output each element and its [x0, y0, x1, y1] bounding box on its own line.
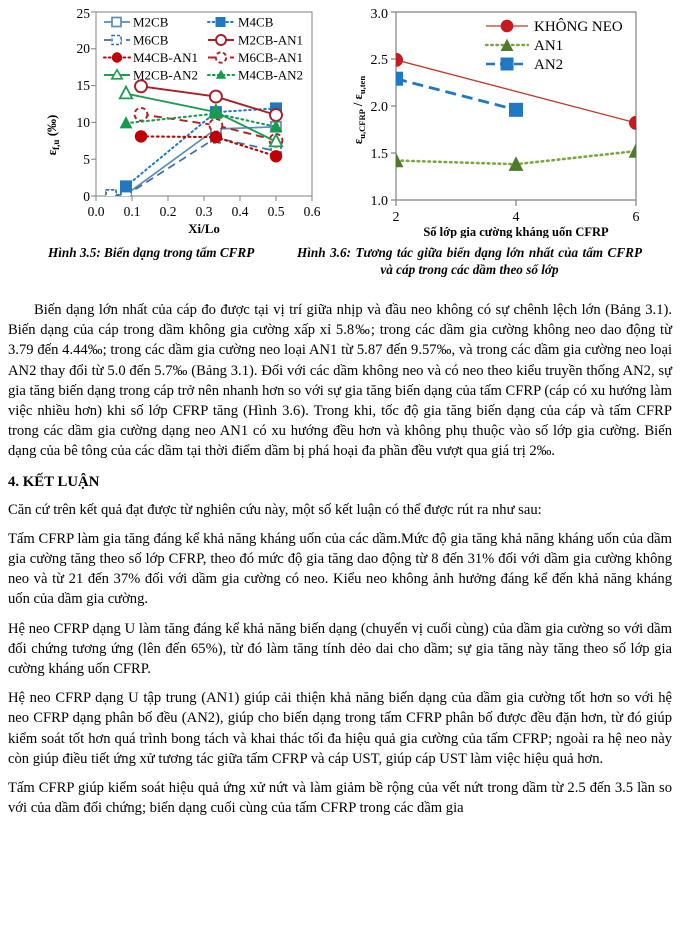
- figures-row: [0, 0, 680, 238]
- paragraph-4: Hệ neo CFRP dạng U làm tăng đáng kể khả năng biến dạng (chuyển vị cuối cùng) của dầm gia cường so với dầm đối chứng tương ứng (lên đến 65%), từ đó làm tăng tính dẻo dai cho dầm; sự gia tăng này tăng theo số lớp gia cường kháng uốn CFRP.: [8, 620, 672, 678]
- svg-text:5: 5: [83, 152, 90, 167]
- paragraph-2: Căn cứ trên kết quả đạt được từ nghiên cứu này, một số kết luận có thể được rút ra như sau:: [8, 501, 542, 518]
- caption-hinh-3-5: Hình 3.5: Biến dạng trong tấm CFRP: [48, 245, 255, 260]
- legend-m4cb-an1: M4CB-AN1: [133, 50, 199, 65]
- y-axis-title: [351, 76, 367, 144]
- svg-text:0.0: 0.0: [87, 204, 105, 219]
- svg-text:0.5: 0.5: [267, 204, 285, 219]
- chart-legend-hinh-3-6: [480, 14, 632, 76]
- document-body: [8, 300, 672, 818]
- x-axis-labels: [393, 210, 640, 225]
- svg-text:10: 10: [76, 115, 90, 130]
- legend-m4cb: M4CB: [238, 14, 274, 30]
- y-axis-title: [44, 115, 61, 156]
- svg-text:0.4: 0.4: [231, 204, 249, 219]
- figure-captions: [0, 238, 680, 300]
- svg-text:2.5: 2.5: [370, 53, 388, 68]
- svg-text:6: 6: [632, 210, 640, 225]
- legend-an2: AN2: [534, 57, 564, 73]
- caption-hinh-3-6: Hình 3.6: Tương tác giữa biến dạng lớn nhất của tấm CFRP và cáp trong các dầm theo số lớp: [297, 245, 642, 277]
- svg-text:15: 15: [76, 78, 90, 93]
- svg-text:2.0: 2.0: [370, 100, 388, 115]
- legend-m6cb-an1: M6CB-AN1: [238, 50, 304, 65]
- svg-text:εf,u (‰): $\varepsilon_{f,u}$ (‰): [44, 114, 61, 156]
- svg-text:0.6: 0.6: [303, 204, 321, 219]
- paragraph-6: Tấm CFRP giúp kiểm soát hiệu quả ứng xử nứt và làm giảm bề rộng của vết nứt trong dầm từ 2.5 đến 3.5 lần so với của dầm đối chứng; biến dạng cuối cùng của tấm CFRP trong các dầm gia: [8, 780, 672, 817]
- paragraph-1: Biến dạng lớn nhất của cáp đo được tại vị trí giữa nhịp và đầu neo không có sự chênh lệch lớn (Bảng 3.1). Biến dạng của cáp trong dầm không gia cường xấp xỉ 5.8‰; trong các dầm gia cường không neo dao động từ 3.79 đến 4.44‰; trong các dầm gia cường neo loại AN1 từ 5.87 đến 9.57‰, và trong các dầm gia cường neo loại AN2 thay đổi từ 5.0 đến 5.7‰ (Bảng 3.1). Đối với các dầm không neo và có neo theo kiểu truyền thống AN2, sự gia tăng biến dạng trong cáp trở nên nhanh hơn so với sự gia tăng biến dạng của tấm CFRP (cáp có xu hướng làm việc nhiều hơn) khi số lớp CFRP tăng (Hình 3.6). Trong khi, tốc độ gia tăng biến dạng của cáp và tấm CFRP trong các dầm gia cường dạng neo AN1 có xu hướng đều hơn và không phụ thuộc vào số lớp gia cường. Biến dạng của bê tông của các dầm tại thời điểm dầm bị phá hoại đa phần đều vượt qua giá trị 2‰.: [8, 302, 672, 460]
- svg-text:2: 2: [392, 210, 400, 225]
- svg-text:0.1: 0.1: [123, 204, 141, 219]
- svg-text:0: 0: [83, 189, 90, 204]
- svg-text:0.3: 0.3: [195, 204, 213, 219]
- series-an2: [396, 79, 516, 110]
- paragraph-3: Tấm CFRP làm gia tăng đáng kể khả năng kháng uốn của các dầm.Mức độ gia tăng khả năng kháng uốn của dầm gia cường tăng theo số lớp CFRP, theo đó mức độ gia tăng dao động từ 8 đến 31% đối với dầm gia cường không neo và từ 21 đến 37% đối với dầm gia cường có neo. Kiểu neo không ảnh hưởng đáng kể đến khả năng kháng uốn của dầm gia cường.: [8, 530, 672, 608]
- paragraph-5: Hệ neo CFRP dạng U tập trung (AN1) giúp cải thiện khả năng biến dạng của dầm gia cường tốt hơn so với hệ neo CFRP dạng phân bố đều (AN2), giúp cho biến dạng trong tấm CFRP phân bố được đều đặn hơn, từ đó giúp kiểm soát tốt hơn quá trình bong tách và khai thác tối đa hiệu quả gia cường của tấm CFRP; ngoài ra hệ neo này còn giúp điều tiết ứng xử tương tác giữa tấm CFRP và cáp UST, giúp cáp UST làm việc hiệu quả hơn.: [8, 690, 672, 767]
- chart-hinh-3-5: [0, 0, 340, 238]
- svg-text:20: 20: [76, 41, 90, 56]
- legend-m6cb: M6CB: [133, 32, 169, 48]
- svg-text:1.0: 1.0: [370, 194, 388, 209]
- svg-text:3.0: 3.0: [370, 7, 388, 22]
- x-axis-title: Số lớp gia cường kháng uốn CFRP: [423, 225, 609, 238]
- svg-text:1.5: 1.5: [370, 147, 388, 162]
- figure-hinh-3-6: [340, 0, 680, 238]
- legend-an1: AN1: [534, 38, 564, 54]
- svg-text:4: 4: [512, 210, 520, 225]
- legend-m2cb: M2CB: [133, 14, 169, 30]
- legend-m4cb-an2: M4CB-AN2: [238, 67, 304, 83]
- x-axis-title: Xi/Lo: [188, 221, 220, 236]
- figure-hinh-3-5: [0, 0, 340, 238]
- chart-hinh-3-6: [340, 0, 680, 238]
- legend-m2cb-an2: M2CB-AN2: [133, 67, 199, 83]
- svg-text:25: 25: [76, 6, 90, 21]
- y-axis-labels: [77, 6, 91, 204]
- legend-m2cb-an1: M2CB-AN1: [238, 32, 304, 48]
- section-heading-ket-luan: 4. KẾT LUẬN: [8, 473, 100, 490]
- svg-text:εu,CFRP / εu,ten: $\varepsilon_{u,CFRP} / \varepsilon_{u,ten}$: [351, 75, 367, 145]
- svg-text:0.2: 0.2: [159, 204, 177, 219]
- legend-khong-neo: KHÔNG NEO: [534, 19, 623, 35]
- y-axis-labels: [371, 7, 389, 209]
- x-axis-labels: [88, 204, 321, 219]
